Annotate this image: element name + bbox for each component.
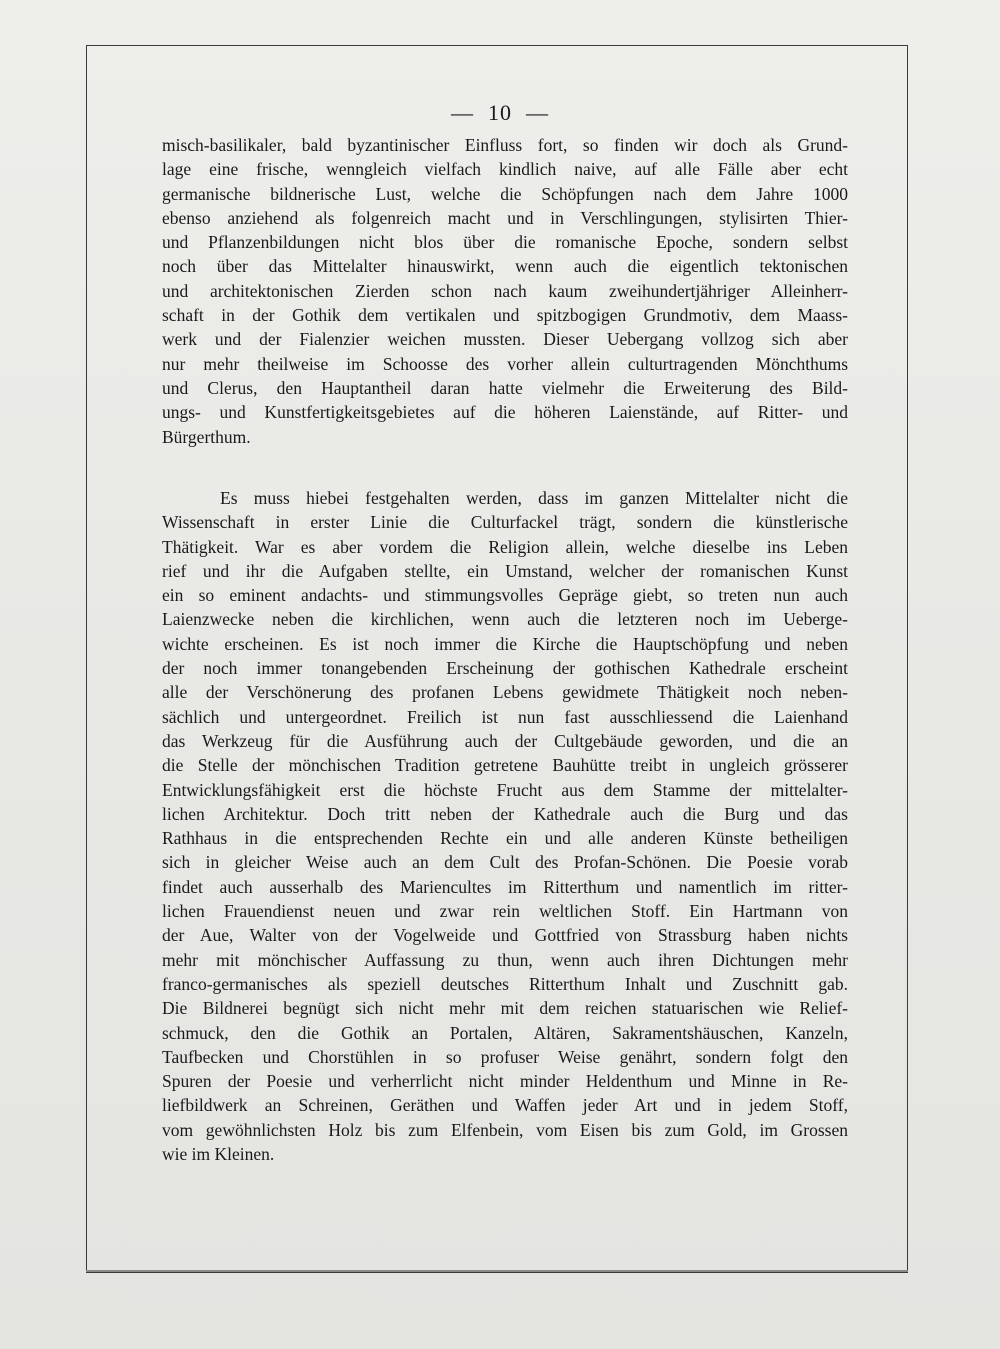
text-line: findet auch ausserhalb des Mariencultes im Ritterthum und namentlich im ritter- [162,876,848,897]
text-line: Es muss hiebei festgehalten werden, dass im ganzen Mittelalter nicht die [220,488,848,508]
text-line: Entwicklungsfähigkeit erst die höchste Frucht aus dem Stamme der mittelalter- [162,779,848,800]
text-line: lichen Frauendienst neuen und zwar rein weltlichen Stoff. Ein Hartmann von [162,901,848,922]
text-line: Die Bildnerei begnügt sich nicht mehr mit dem reichen statuarischen wie Relief- [162,998,848,1019]
text-line: und Pflanzenbildungen nicht blos über die romanische Epoche, sondern selbst [162,232,848,253]
text-line: schaft in der Gothik dem vertikalen und spitzbogigen Grundmotiv, dem Maass- [162,305,848,326]
text-line: werk und der Fialenzier weichen mussten. Dieser Uebergang vollzog sich aber [162,329,848,350]
page-number: 10 [488,100,512,125]
text-line: lichen Architektur. Doch tritt neben der Kathedrale auch die Burg und das [162,803,848,824]
text-line: liefbildwerk an Schreinen, Geräthen und Waffen jeder Art und in jedem Stoff, [162,1095,848,1116]
text-line: Spuren der Poesie und verherrlicht nicht minder Heldenthum und Minne in Re- [162,1071,848,1092]
text-line: nur mehr theilweise im Schoosse des vorher allein culturtragenden Mönchthums [162,353,848,374]
page-number-dash-left: — [451,100,474,125]
text-line: sächlich und untergeordnet. Freilich ist nun fast ausschliessend die Laienhand [162,706,848,727]
text-line: Wissenschaft in erster Linie die Culturfackel trägt, sondern die künstlerische [162,512,848,533]
paragraph-2 [162,486,848,1166]
text-line: ebenso anziehend als folgenreich macht und in Verschlingungen, stylisirten Thier- [162,207,848,228]
text-line: sich in gleicher Weise auch an dem Cult des Profan-Schönen. Die Poesie vorab [162,852,848,873]
page-border-bottom-line [86,1270,908,1272]
text-line: ungs- und Kunstfertigkeitsgebietes auf die höheren Laienstände, auf Ritter- und [162,402,848,423]
page-number-header [0,100,1000,126]
text-line: alle der Verschönerung des profanen Lebens gewidmete Thätigkeit noch neben- [162,682,848,703]
text-line: Bürgerthum. [162,426,251,447]
text-line: lage eine frische, wenngleich vielfach kindlich naive, auf alle Fälle aber echt [162,159,848,180]
text-line: Thätigkeit. War es aber vordem die Religion allein, welche dieselbe ins Leben [162,536,848,557]
text-line: misch-basilikaler, bald byzantinischer Einfluss fort, so finden wir doch als Grund- [162,135,848,155]
text-line: der Aue, Walter von der Vogelweide und Gottfried von Strassburg haben nichts [162,925,848,946]
text-line: germanische bildnerische Lust, welche die Schöpfungen nach dem Jahre 1000 [162,183,848,204]
text-line: vom gewöhnlichsten Holz bis zum Elfenbein, vom Eisen bis zum Gold, im Grossen [162,1119,848,1140]
text-line: franco-germanisches als speziell deutsches Ritterthum Inhalt und Zuschnitt gab. [162,973,848,994]
text-line: rief und ihr die Aufgaben stellte, ein Umstand, welcher der romanischen Kunst [162,560,848,581]
text-line: ein so eminent andachts- und stimmungsvolles Gepräge giebt, so treten nun auch [162,585,848,606]
text-line: die Stelle der mönchischen Tradition getretene Bauhütte treibt in ungleich grösserer [162,755,848,776]
text-line: wie im Kleinen. [162,1144,275,1165]
text-line: Rathhaus in die entsprechenden Rechte ein und alle anderen Künste betheiligen [162,828,848,849]
page-number-dash-right: — [526,100,549,125]
text-line: noch über das Mittelalter hinauswirkt, wenn auch die eigentlich tektonischen [162,256,848,277]
text-line: mehr mit mönchischer Auffassung zu thun, wenn auch ihren Dichtungen mehr [162,949,848,970]
text-line: das Werkzeug für die Ausführung auch der Cultgebäude geworden, und die an [162,730,848,751]
text-line: und Clerus, den Hauptantheil daran hatte vielmehr die Erweiterung des Bild- [162,377,848,398]
text-line: Taufbecken und Chorstühlen in so profuser Weise genährt, sondern folgt den [162,1046,848,1067]
text-line: schmuck, den die Gothik an Portalen, Altären, Sakramentshäuschen, Kanzeln, [162,1022,848,1043]
text-line: und architektonischen Zierden schon nach kaum zweihundertjähriger Alleinherr- [162,280,848,301]
text-line: der noch immer tonangebenden Erscheinung der gothischen Kathedrale erscheint [162,658,848,679]
text-line: Laienzwecke neben die kirchlichen, wenn auch die letzteren noch im Uebergе- [162,609,848,630]
paragraph-1 [162,133,848,449]
text-line: wichte erscheinen. Es ist noch immer die Kirche die Hauptschöpfung und neben [162,633,848,654]
